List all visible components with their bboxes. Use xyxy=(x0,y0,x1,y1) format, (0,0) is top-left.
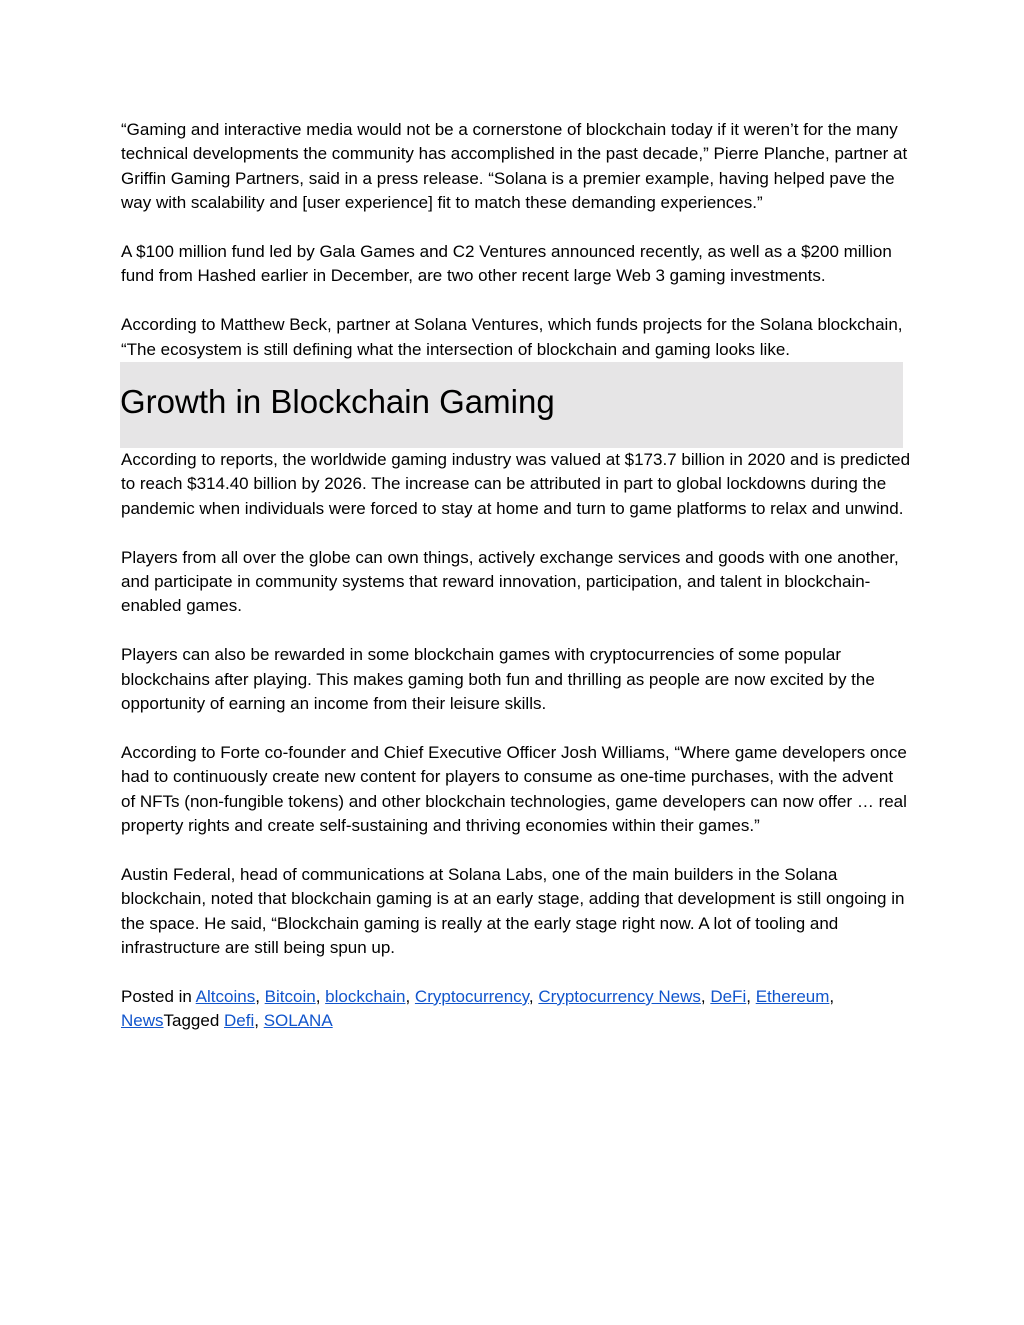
separator: , xyxy=(746,986,756,1006)
paragraph-quote-pierre-planche: “Gaming and interactive media would not be a cornerstone of blockchain today if it weren’t for the many technical developments the community has accomplished in the past decade,” Pierre Planche, partner at Griffin Gaming Partners, said in a press release. “Solana is a premier example, having helped pave the way with scalability and [user experience] fit to match these demanding experiences.” xyxy=(121,120,908,213)
separator: , xyxy=(829,986,835,1006)
tag-link-solana[interactable]: SOLANA xyxy=(263,1011,333,1031)
posted-in-label: Posted in xyxy=(121,986,196,1006)
category-link-bitcoin[interactable]: Bitcoin xyxy=(264,986,316,1006)
category-link-cryptocurrency[interactable]: Cryptocurrency xyxy=(414,986,529,1006)
section-heading-band xyxy=(120,362,903,448)
paragraph-matthew-beck: According to Matthew Beck, partner at Solana Ventures, which funds projects for the Solana blockchain, “The ecosystem is still defining what the intersection of blockchain and gaming looks like. xyxy=(121,315,903,359)
paragraph-industry-value: According to reports, the worldwide gaming industry was valued at $173.7 billion in 2020 and is predicted to reach $314.40 billion by 2026. The increase can be attributed in part to global lockdowns during the pandemic when individuals were forced to stay at home and turn to game platforms to relax and unwind. xyxy=(121,450,911,518)
category-link-news[interactable]: News xyxy=(121,1011,164,1031)
category-link-defi[interactable]: DeFi xyxy=(710,986,747,1006)
paragraph-players-own-things: Players from all over the globe can own things, actively exchange services and goods with one another, and participate in community systems that reward innovation, participation, and talent in blockchain-enabled games. xyxy=(121,547,899,616)
category-link-ethereum[interactable]: Ethereum xyxy=(755,986,830,1006)
separator: , xyxy=(405,986,415,1006)
separator: , xyxy=(254,1011,264,1031)
paragraph-austin-federal: Austin Federal, head of communications at Solana Labs, one of the main builders in the Solana blockchain, noted that blockchain gaming is at an early stage, adding that development is still ongoing in the space. He said, “Blockchain gaming is really at the early stage right now. A lot of tooling and infrastructure are still being spun up. xyxy=(121,864,905,958)
paragraph-players-rewarded: Players can also be rewarded in some blockchain games with cryptocurrencies of some popular blockchains after playing. This makes gaming both fun and thrilling as people are now excited by the opportunity of earning an income from their leisure skills. xyxy=(121,645,875,714)
category-link-blockchain[interactable]: blockchain xyxy=(325,986,406,1006)
separator: , xyxy=(700,986,711,1006)
separator: , xyxy=(528,986,539,1006)
section-heading: Growth in Blockchain Gaming xyxy=(120,383,555,421)
tag-link-defi[interactable]: Defi xyxy=(224,1011,255,1031)
separator: , xyxy=(315,986,326,1006)
category-link-cryptocurrency-news[interactable]: Cryptocurrency News xyxy=(538,986,701,1006)
paragraph-josh-williams: According to Forte co-founder and Chief Executive Officer Josh Williams, “Where game developers once had to continuously create new content for players to consume as one-time purchases, with the advent of NFTs (non-fungible tokens) and other blockchain technologies, game developers can now offer … real property rights and create self-sustaining and thriving economies within their games.” xyxy=(121,742,907,836)
post-meta-footer xyxy=(121,985,911,1034)
tagged-label: Tagged xyxy=(163,1011,225,1031)
category-link-altcoins[interactable]: Altcoins xyxy=(195,986,256,1006)
separator: , xyxy=(255,986,265,1006)
article-body xyxy=(121,118,911,1034)
paragraph-fund-investments: A $100 million fund led by Gala Games and C2 Ventures announced recently, as well as a $200 million fund from Hashed earlier in December, are two other recent large Web 3 gaming investments. xyxy=(121,242,892,286)
